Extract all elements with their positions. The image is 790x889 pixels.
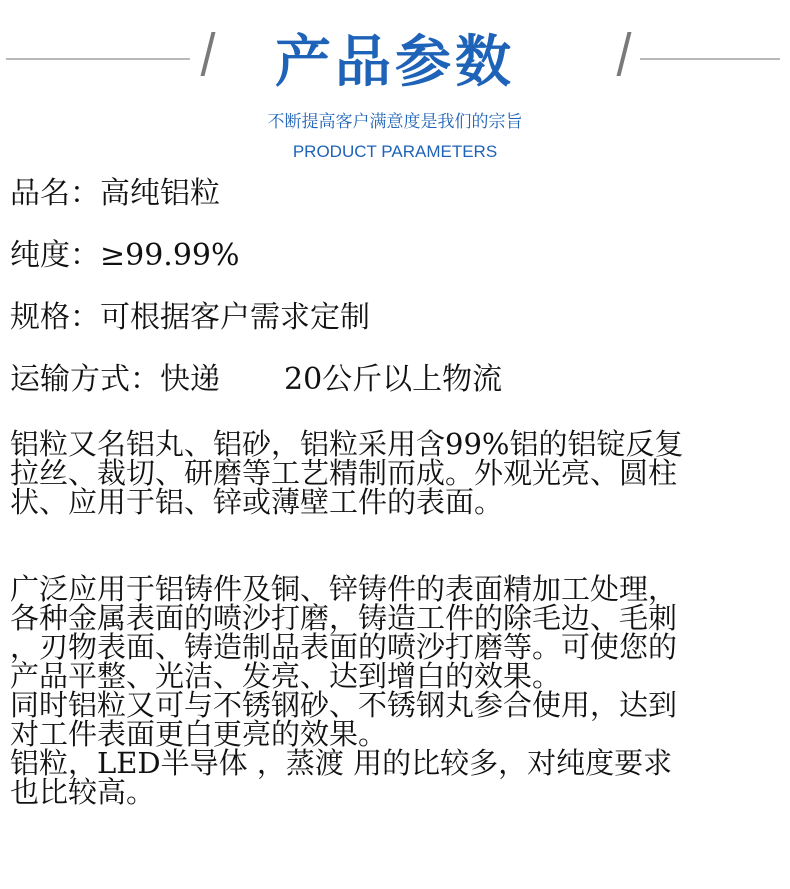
- applications-paragraph: [10, 572, 782, 809]
- subtitle-english: PRODUCT PARAMETERS: [292, 142, 498, 161]
- spec-product-name: 品名：高纯铝粒: [10, 176, 220, 211]
- page-title: 产品参数: [275, 30, 515, 95]
- applications-line: 也比较高。: [10, 775, 156, 809]
- spec-purity: 纯度：≥99.99%: [10, 238, 240, 273]
- product-parameters: [10, 174, 782, 807]
- applications-line: 对工件表面更白更亮的效果。: [10, 717, 388, 751]
- description-paragraph: [10, 427, 782, 519]
- applications-line: 产品平整、光洁、发亮、达到增白的效果。: [10, 659, 562, 693]
- description-line: 状、应用于铝、锌或薄壁工件的表面。: [10, 485, 504, 519]
- applications-line: 铝粒，LED半导体 ，蒸渡 用的比较多，对纯度要求: [10, 746, 673, 780]
- spec-size: 规格：可根据客户需求定制: [10, 300, 370, 335]
- applications-line: 同时铝粒又可与不锈钢砂、不锈钢丸参合使用，达到: [10, 688, 678, 722]
- section-header: [0, 0, 790, 175]
- divider-right: [640, 58, 780, 60]
- spec-shipping: [10, 360, 782, 422]
- description-line: 拉丝、裁切、研磨等工艺精制而成。外观光亮、圆柱: [10, 456, 678, 490]
- applications-line: 广泛应用于铝铸件及铜、锌铸件的表面精加工处理，: [10, 572, 678, 606]
- shipping-method: 运输方式：快递: [10, 362, 220, 397]
- subtitle-chinese: 不断提高客户满意度是我们的宗旨: [267, 112, 523, 132]
- applications-line: ，刃物表面、铸造制品表面的喷沙打磨等。可使您的: [10, 630, 678, 664]
- shipping-bulk-note: 20公斤以上物流: [284, 362, 503, 397]
- applications-line: 各种金属表面的喷沙打磨，铸造工件的除毛边、毛刺: [10, 601, 678, 635]
- description-line: 铝粒又名铝丸、铝砂，铝粒采用含99%铝的铝锭反复: [10, 427, 684, 461]
